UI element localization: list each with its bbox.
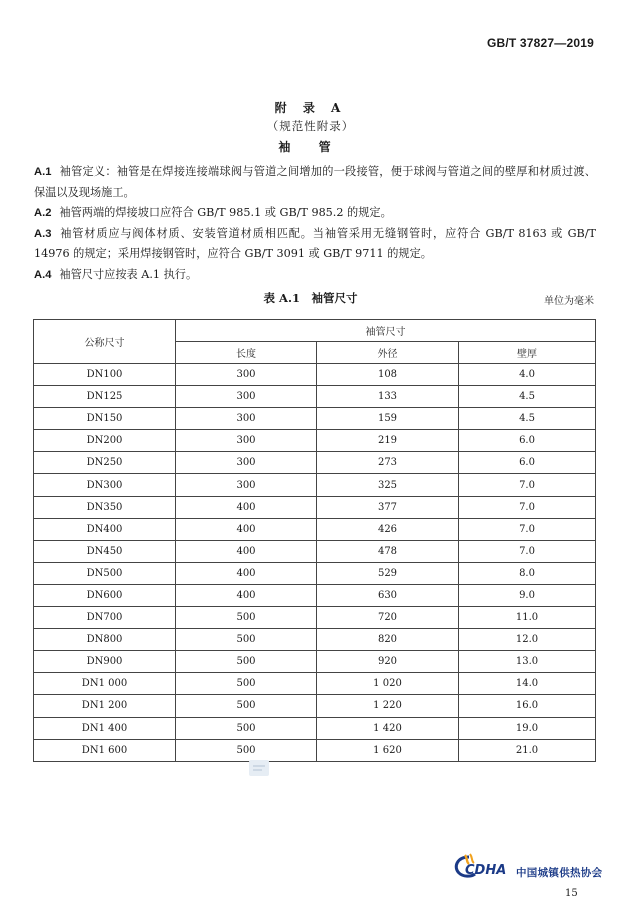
wall-thickness-cell: 16.0 bbox=[459, 695, 596, 717]
wall-thickness-cell: 4.5 bbox=[459, 386, 596, 408]
sleeve-dimension-table bbox=[33, 319, 596, 762]
wall-thickness-cell: 4.5 bbox=[459, 408, 596, 430]
header-sleeve-size: 袖管尺寸 bbox=[176, 320, 596, 342]
nominal-size-cell: DN250 bbox=[34, 452, 176, 474]
outer-diameter-cell: 133 bbox=[317, 386, 459, 408]
length-cell: 300 bbox=[176, 408, 317, 430]
annex-type: （规范性附录） bbox=[266, 119, 355, 133]
nominal-size-cell: DN200 bbox=[34, 430, 176, 452]
length-cell: 400 bbox=[176, 562, 317, 584]
table-row bbox=[34, 408, 596, 430]
length-cell: 400 bbox=[176, 518, 317, 540]
annex-name: 袖 管 bbox=[278, 140, 343, 154]
table-row bbox=[34, 717, 596, 739]
table-row bbox=[34, 695, 596, 717]
table-row bbox=[34, 386, 596, 408]
nominal-size-cell: DN1 400 bbox=[34, 717, 176, 739]
nominal-size-cell: DN300 bbox=[34, 474, 176, 496]
table-row bbox=[34, 518, 596, 540]
wall-thickness-cell: 14.0 bbox=[459, 673, 596, 695]
outer-diameter-cell: 630 bbox=[317, 584, 459, 606]
length-cell: 300 bbox=[176, 430, 317, 452]
wall-thickness-cell: 7.0 bbox=[459, 474, 596, 496]
outer-diameter-cell: 426 bbox=[317, 518, 459, 540]
logo-mark: CDHA bbox=[465, 863, 507, 878]
wall-thickness-cell: 7.0 bbox=[459, 540, 596, 562]
nominal-size-cell: DN350 bbox=[34, 496, 176, 518]
outer-diameter-cell: 529 bbox=[317, 562, 459, 584]
wall-thickness-cell: 6.0 bbox=[459, 452, 596, 474]
wall-thickness-cell: 4.0 bbox=[459, 364, 596, 386]
length-cell: 300 bbox=[176, 364, 317, 386]
nominal-size-cell: DN1 200 bbox=[34, 695, 176, 717]
clause bbox=[34, 162, 596, 203]
nominal-size-cell: DN125 bbox=[34, 386, 176, 408]
table-row bbox=[34, 673, 596, 695]
table-row bbox=[34, 364, 596, 386]
table-row bbox=[34, 562, 596, 584]
outer-diameter-cell: 920 bbox=[317, 651, 459, 673]
clause-text: 袖管尺寸应按表 A.1 执行。 bbox=[59, 267, 198, 281]
wall-thickness-cell: 11.0 bbox=[459, 607, 596, 629]
clause bbox=[34, 224, 596, 265]
clause-number: A.1 bbox=[34, 166, 52, 178]
nominal-size-cell: DN400 bbox=[34, 518, 176, 540]
clause bbox=[34, 203, 596, 224]
nominal-size-cell: DN800 bbox=[34, 629, 176, 651]
length-cell: 500 bbox=[176, 651, 317, 673]
outer-diameter-cell: 159 bbox=[317, 408, 459, 430]
standard-number: GB/T 37827—2019 bbox=[486, 36, 594, 50]
page-number: 15 bbox=[565, 888, 578, 899]
table-row bbox=[34, 496, 596, 518]
length-cell: 400 bbox=[176, 584, 317, 606]
nominal-size-cell: DN900 bbox=[34, 651, 176, 673]
header-outer-diameter: 外径 bbox=[317, 342, 459, 364]
outer-diameter-cell: 720 bbox=[317, 607, 459, 629]
clause-text: 袖管定义：袖管是在焊接连接端球阀与管道之间增加的一段接管，便于球阀与管道之间的壁厚和材质过渡、保温以及现场施工。 bbox=[34, 165, 596, 199]
table-row bbox=[34, 430, 596, 452]
wall-thickness-cell: 7.0 bbox=[459, 496, 596, 518]
table-row bbox=[34, 739, 596, 761]
table-row bbox=[34, 651, 596, 673]
table-row bbox=[34, 474, 596, 496]
length-cell: 500 bbox=[176, 695, 317, 717]
wall-thickness-cell: 6.0 bbox=[459, 430, 596, 452]
length-cell: 500 bbox=[176, 629, 317, 651]
nominal-size-cell: DN100 bbox=[34, 364, 176, 386]
table-row bbox=[34, 452, 596, 474]
length-cell: 500 bbox=[176, 607, 317, 629]
wall-thickness-cell: 7.0 bbox=[459, 518, 596, 540]
table-row bbox=[34, 607, 596, 629]
nominal-size-cell: DN1 000 bbox=[34, 673, 176, 695]
length-cell: 300 bbox=[176, 474, 317, 496]
outer-diameter-cell: 219 bbox=[317, 430, 459, 452]
watermark-icon bbox=[248, 759, 270, 777]
nominal-size-cell: DN700 bbox=[34, 607, 176, 629]
clause-number: A.2 bbox=[34, 207, 52, 219]
outer-diameter-cell: 273 bbox=[317, 452, 459, 474]
table-caption: 表 A.1 袖管尺寸 bbox=[263, 291, 358, 305]
outer-diameter-cell: 1 020 bbox=[317, 673, 459, 695]
nominal-size-cell: DN500 bbox=[34, 562, 176, 584]
length-cell: 500 bbox=[176, 717, 317, 739]
wall-thickness-cell: 9.0 bbox=[459, 584, 596, 606]
clause-number: A.3 bbox=[34, 227, 52, 240]
wall-thickness-cell: 19.0 bbox=[459, 717, 596, 739]
nominal-size-cell: DN600 bbox=[34, 584, 176, 606]
length-cell: 500 bbox=[176, 739, 317, 761]
table-unit: 单位为毫米 bbox=[544, 296, 594, 307]
wall-thickness-cell: 21.0 bbox=[459, 739, 596, 761]
outer-diameter-cell: 1 620 bbox=[317, 739, 459, 761]
wall-thickness-cell: 13.0 bbox=[459, 651, 596, 673]
clause-text: 袖管材质应与阀体材质、安装管道材质相匹配。当袖管采用无缝钢管时，应符合 GB/T 8163 或 GB/T 14976 的规定；采用焊接钢管时，应符合 GB/T 3091 或 GB/T 9711 的规定。 bbox=[34, 226, 596, 260]
outer-diameter-cell: 478 bbox=[317, 540, 459, 562]
outer-diameter-cell: 108 bbox=[317, 364, 459, 386]
clause-text: 袖管两端的焊接坡口应符合 GB/T 985.1 或 GB/T 985.2 的规定。 bbox=[59, 206, 392, 219]
nominal-size-cell: DN450 bbox=[34, 540, 176, 562]
wall-thickness-cell: 8.0 bbox=[459, 562, 596, 584]
length-cell: 300 bbox=[176, 386, 317, 408]
clause bbox=[34, 265, 596, 286]
outer-diameter-cell: 1 220 bbox=[317, 695, 459, 717]
length-cell: 400 bbox=[176, 496, 317, 518]
clause-number: A.4 bbox=[34, 268, 52, 281]
outer-diameter-cell: 1 420 bbox=[317, 717, 459, 739]
table-row bbox=[34, 540, 596, 562]
table-row bbox=[34, 584, 596, 606]
outer-diameter-cell: 325 bbox=[317, 474, 459, 496]
association-name: 中国城镇供热协会 bbox=[516, 867, 603, 879]
outer-diameter-cell: 377 bbox=[317, 496, 459, 518]
nominal-size-cell: DN1 600 bbox=[34, 739, 176, 761]
nominal-size-cell: DN150 bbox=[34, 408, 176, 430]
header-length: 长度 bbox=[176, 342, 317, 364]
header-wall-thickness: 壁厚 bbox=[459, 342, 596, 364]
wall-thickness-cell: 12.0 bbox=[459, 629, 596, 651]
length-cell: 300 bbox=[176, 452, 317, 474]
annex-title: 附 录 A bbox=[274, 101, 347, 115]
length-cell: 500 bbox=[176, 673, 317, 695]
header-nominal-size: 公称尺寸 bbox=[34, 320, 176, 364]
length-cell: 400 bbox=[176, 540, 317, 562]
table-row bbox=[34, 629, 596, 651]
clause-list bbox=[34, 162, 596, 285]
outer-diameter-cell: 820 bbox=[317, 629, 459, 651]
